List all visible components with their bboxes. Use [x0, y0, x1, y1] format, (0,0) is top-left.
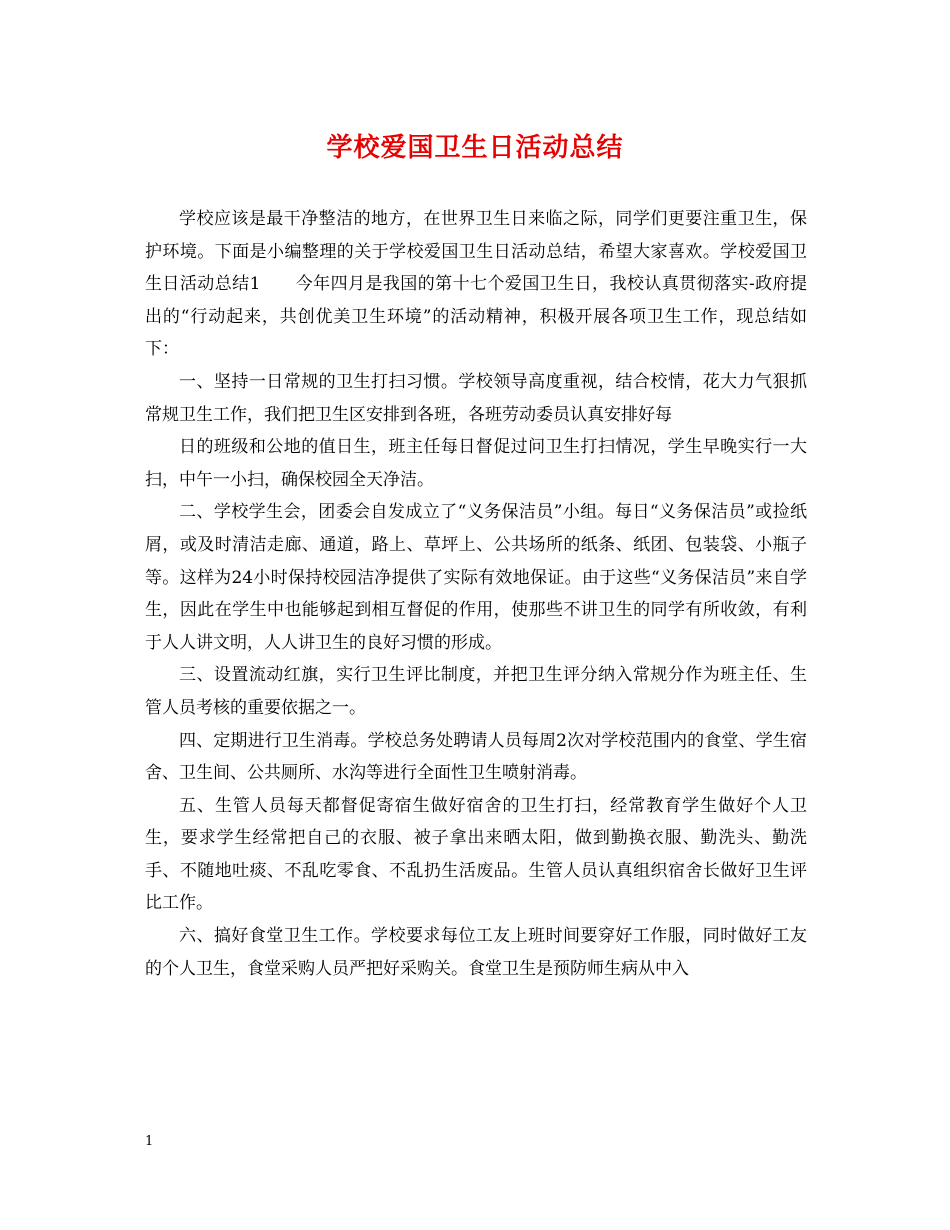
paragraph-item-1-continued: 日的班级和公地的值日生，班主任每日督促过问卫生打扫情况，学生早晚实行一大扫，中午一小扫，确保校园全天净洁。	[145, 437, 807, 490]
document-body	[145, 203, 807, 985]
paragraph-item-1: 一、坚持一日常规的卫生打扫习惯。学校领导高度重视，结合校情，花大力气狠抓常规卫生工作，我们把卫生区安排到各班，各班劳动委员认真安排好每	[145, 371, 807, 425]
page-number: 1	[145, 1134, 154, 1149]
paragraph-item-2: 二、学校学生会，团委会自发成立了“义务保洁员”小组。每日“义务保洁员”或捡纸屑，或及时清洁走廊、通道，路上、草坪上、公共场所的纸条、纸团、包装袋、小瓶子等。这样为24小时保持校园洁净提供了实际有效地保证。由于这些“义务保洁员”来自学生，因此在学生中也能够起到相互督促的作用，使那些不讲卫生的同学有所收敛，有利于人人讲文明，人人讲卫生的良好习惯的形成。	[145, 502, 807, 653]
paragraph-item-6: 六、搞好食堂卫生工作。学校要求每位工友上班时间要穿好工作服，同时做好工友的个人卫生，食堂采购人员严把好采购关。食堂卫生是预防师生病从中入	[145, 926, 807, 979]
document-title: 学校爱国卫生日活动总结	[326, 133, 624, 163]
paragraph-item-5: 五、生管人员每天都督促寄宿生做好宿舍的卫生打扫，经常教育学生做好个人卫生，要求学生经常把自己的衣服、被子拿出来晒太阳，做到勤换衣服、勤洗头、勤洗手、不随地吐痰、不乱吃零食、不乱扔生活废品。生管人员认真组织宿舍长做好卫生评比工作。	[145, 795, 807, 914]
paragraph-item-4: 四、定期进行卫生消毒。学校总务处聘请人员每周2次对学校范围内的食堂、学生宿舍、卫生间、公共厕所、水沟等进行全面性卫生喷射消毒。	[145, 730, 807, 784]
paragraph-item-3: 三、设置流动红旗，实行卫生评比制度，并把卫生评分纳入常规分作为班主任、生管人员考核的重要依据之一。	[145, 665, 807, 718]
paragraph-intro: 学校应该是最干净整洁的地方，在世界卫生日来临之际，同学们更要注重卫生，保护环境。下面是小编整理的关于学校爱国卫生日活动总结，希望大家喜欢。学校爱国卫生日活动总结1 今年四月是我国的第十七个爱国卫生日，我校认真贯彻落实-政府提出的“行动起来，共创优美卫生环境”的活动精神，积极开展各项卫生工作，现总结如下：	[145, 209, 807, 360]
